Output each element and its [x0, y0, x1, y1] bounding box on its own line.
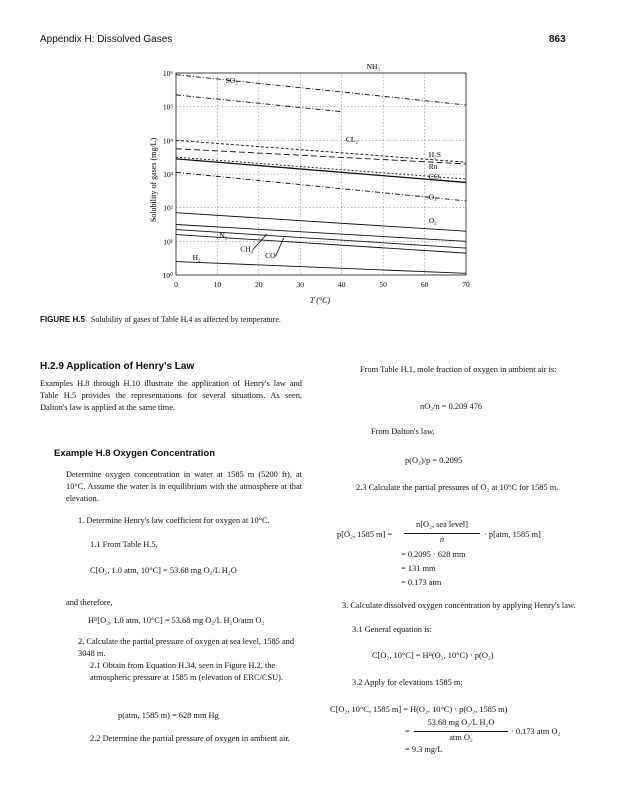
chart-labels [193, 62, 443, 262]
figure-caption [40, 315, 281, 324]
equation-6-numerator: 53.68 mg O₂/L H₂O [427, 718, 495, 727]
series-label-o3: O₃ [428, 192, 437, 202]
solubility-chart [0, 0, 617, 320]
x-tick-label: 40 [337, 280, 346, 289]
equation-mole-fraction: nO₂/n = 0.209 476 [420, 402, 483, 411]
x-tick-label: 60 [420, 280, 429, 289]
y-tick-label: 10² [163, 203, 173, 213]
series-label-nh3: NH₃ [366, 62, 381, 71]
y-axis-label: Solubility of gases (mg/L) [149, 137, 158, 223]
equation-5: C[O₂, 10°C] = Hᴮ(O₂, 10°C) · p(O₂) [372, 651, 494, 660]
x-tick-label: 50 [379, 280, 387, 289]
series-label-ch4: CH₄ [240, 244, 254, 254]
y-tick-label: 10³ [163, 170, 173, 179]
series-line-co2 [176, 159, 466, 183]
y-tick-label: 10⁵ [162, 102, 173, 112]
chart-grid [176, 73, 466, 275]
step-2: 2. Calculate the partial pressure of oxygen at sea level, 1585 and 3048 m. [78, 637, 295, 658]
step-1-1: 1.1 From Table H.5, [90, 540, 158, 549]
from-table-h1: From Table H.1, mole fraction of oxygen in ambient air is: [360, 365, 557, 374]
series-label-h2s: H₂S [428, 150, 441, 160]
x-tick-label: 30 [296, 280, 305, 289]
step-1: 1. Determine Henry's law coefficient for oxygen at 10°C. [78, 516, 270, 525]
x-tick-label: 20 [255, 280, 263, 289]
equation-4-rhs: · p[atm, 1585 m] [484, 530, 541, 539]
equation-4-numerator: n[O₂, sea level] [416, 520, 468, 529]
x-tick-label: 0 [174, 280, 178, 289]
y-tick-label: 10⁴ [162, 136, 173, 146]
equation-dalton: p(O₂)/p = 0.2095 [405, 456, 463, 465]
series-label-h2: H₂ [192, 252, 201, 262]
equation-4-line-4: = 0.173 atm [401, 578, 442, 587]
equation-6-lhs: C[O₂, 10°C, 1585 m] = H(O₂, 10°C) · p(O₂, 1585 m) [330, 705, 508, 714]
and-therefore: and therefore, [66, 598, 113, 607]
caption-label: FIGURE H.5 [40, 315, 85, 324]
equation-4-fraction-bar [404, 533, 480, 534]
section-heading: H.2.9 Application of Henry's Law [40, 361, 195, 372]
equation-1: C[O₂, 1.0 atm, 10°C] = 53.68 mg O₂/L H₂O [90, 566, 237, 575]
series-label-co2: CO₂ [428, 172, 442, 182]
series-label-o2: O₂ [428, 215, 437, 225]
problem-statement: Determine oxygen concentration in water at 1585 m (5200 ft), at 10°C. Assume the water is in equilibrium with the atmosphere at that elevation. [66, 470, 302, 503]
x-axis-label: T (°C) [309, 296, 331, 305]
series-line-nh3 [176, 75, 466, 105]
equation-6-result: = 9.3 mg/L [405, 745, 443, 754]
equation-4-lhs: p[O₂, 1585 m] = [337, 530, 393, 539]
series-label-cl2: CL₂ [345, 135, 359, 145]
equation-6-equals: = [405, 727, 410, 736]
y-tick-label: 10⁰ [162, 271, 173, 280]
step-2-3: 2.3 Calculate the partial pressures of O₂ at 10°C for 1585 m. [356, 483, 559, 492]
page-number: 863 [549, 34, 566, 45]
series-line-o2 [176, 213, 466, 232]
y-tick-label: 10¹ [163, 237, 173, 247]
intro-paragraph: Examples H.8 through H.10 illustrate the application of Henry's law and Table H.5 provides the representations for several situations. As seen, Dalton's law is applied at the same time. [40, 379, 302, 412]
series-label-so2: SO₂ [225, 76, 238, 86]
x-tick-label: 10 [213, 280, 222, 289]
step-2-2: 2.2 Determine the partial pressure of oxygen in ambient air. [90, 734, 290, 743]
y-tick-label: 10⁶ [162, 69, 173, 78]
equation-6-fraction-bar [414, 731, 508, 732]
series-line-cl2 [176, 140, 466, 162]
equation-3: p(atm, 1585 m) = 628 mm Hg [118, 711, 219, 720]
series-label-co: CO [265, 251, 276, 261]
from-dalton: From Dalton's law, [371, 427, 435, 436]
equation-4-denominator: n [439, 535, 445, 544]
step-2-1: 2.1 Obtain from Equation H.34, seen in Figure H.2, the atmospheric pressure at 1585 m (elevation of ERC/CSU). [90, 661, 284, 682]
series-line-rn [176, 157, 466, 182]
equation-6-rhs: · 0.173 atm O₂ [511, 727, 561, 736]
ch4-pointer [253, 234, 268, 250]
equation-2: Hᴮ[O₂, 1.0 atm, 10°C] = 53.68 mg O₂/L H₂O/atm O₂ [88, 616, 265, 625]
series-label-rn: Rn [428, 161, 438, 171]
equation-4-line-2: = 0.2095 · 628 mm [401, 550, 466, 559]
equation-4-line-3: = 131 mm [401, 564, 436, 573]
step-3-1: 3.1 General equation is: [352, 625, 433, 634]
series-label-n2: N₂ [219, 230, 228, 240]
equation-6-denominator: atm O₂ [449, 733, 473, 742]
step-3-2: 3.2 Apply for elevations 1585 m: [352, 678, 463, 687]
running-header: Appendix H: Dissolved Gases [40, 34, 173, 45]
step-3: 3. Calculate dissolved oxygen concentration by applying Henry's law. [342, 601, 576, 610]
caption-text: Solubility of gases of Table H.4 as affected by temperature. [90, 315, 281, 324]
x-tick-label: 70 [462, 280, 470, 289]
example-title: Example H.8 Oxygen Concentration [54, 448, 216, 459]
series-line-o3 [176, 172, 466, 201]
series-line-h2 [176, 262, 466, 274]
